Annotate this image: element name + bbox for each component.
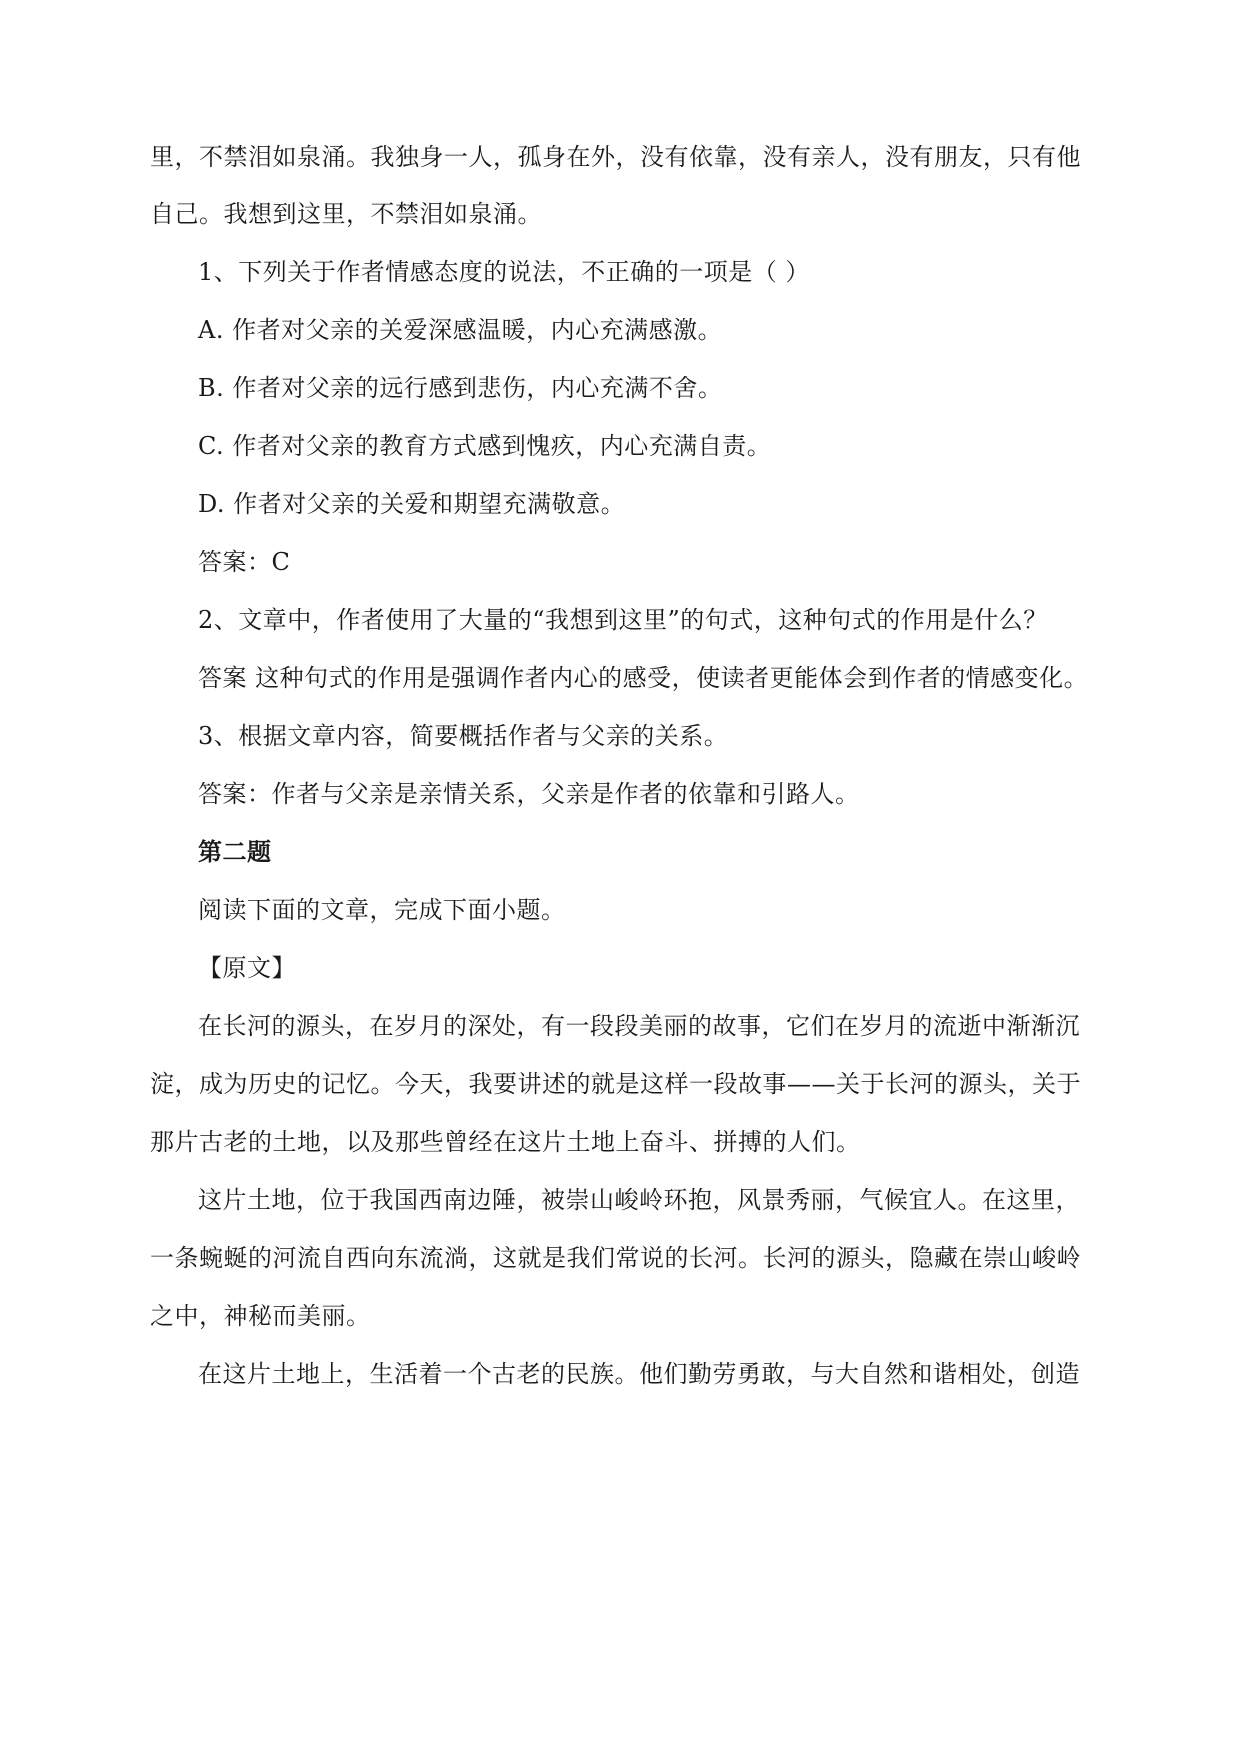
paragraph-line: 淀，成为历史的记忆。今天，我要讲述的就是这样一段故事——关于长河的源头，关于: [150, 1070, 1081, 1098]
section-heading: 第二题: [198, 837, 272, 866]
paragraph-line: 在这片土地上，生活着一个古老的民族。他们勤劳勇敢，与大自然和谐相处，创造: [198, 1360, 1080, 1388]
paragraph-line: 这片土地，位于我国西南边陲，被崇山峻岭环抱，风景秀丽，气候宜人。在这里，: [198, 1186, 1080, 1214]
paragraph-line: 之中，神秘而美丽。: [150, 1302, 371, 1330]
option-d: D. 作者对父亲的关爱和期望充满敬意。: [198, 490, 626, 518]
answer-2: 答案 这种句式的作用是强调作者内心的感受，使读者更能体会到作者的情感变化。: [198, 664, 1089, 692]
option-c: C. 作者对父亲的教育方式感到愧疚，内心充满自责。: [198, 432, 772, 460]
question-2: 2、文章中，作者使用了大量的“我想到这里”的句式，这种句式的作用是什么？: [198, 606, 1048, 634]
paragraph-line: 那片古老的土地，以及那些曾经在这片土地上奋斗、拼搏的人们。: [150, 1128, 861, 1156]
instruction: 阅读下面的文章，完成下面小题。: [198, 896, 566, 924]
question-1: 1、下列关于作者情感态度的说法，不正确的一项是（ ）: [198, 258, 810, 286]
original-text-label: 【原文】: [198, 954, 296, 982]
paragraph-line: 在长河的源头，在岁月的深处，有一段段美丽的故事，它们在岁月的流逝中渐渐沉: [198, 1012, 1080, 1040]
paragraph-line: 里，不禁泪如泉涌。我独身一人，孤身在外，没有依靠，没有亲人，没有朋友，只有他: [150, 143, 1081, 171]
option-a: A. 作者对父亲的关爱深感温暖，内心充满感激。: [198, 316, 723, 344]
answer-3: 答案：作者与父亲是亲情关系，父亲是作者的依靠和引路人。: [198, 780, 860, 808]
question-3: 3、根据文章内容，简要概括作者与父亲的关系。: [198, 722, 729, 750]
answer-1: 答案：C: [198, 548, 291, 576]
paragraph-line: 自己。我想到这里，不禁泪如泉涌。: [150, 200, 542, 228]
paragraph-line: 一条蜿蜒的河流自西向东流淌，这就是我们常说的长河。长河的源头，隐藏在崇山峻岭: [150, 1244, 1081, 1272]
option-b: B. 作者对父亲的远行感到悲伤，内心充满不舍。: [198, 374, 723, 402]
